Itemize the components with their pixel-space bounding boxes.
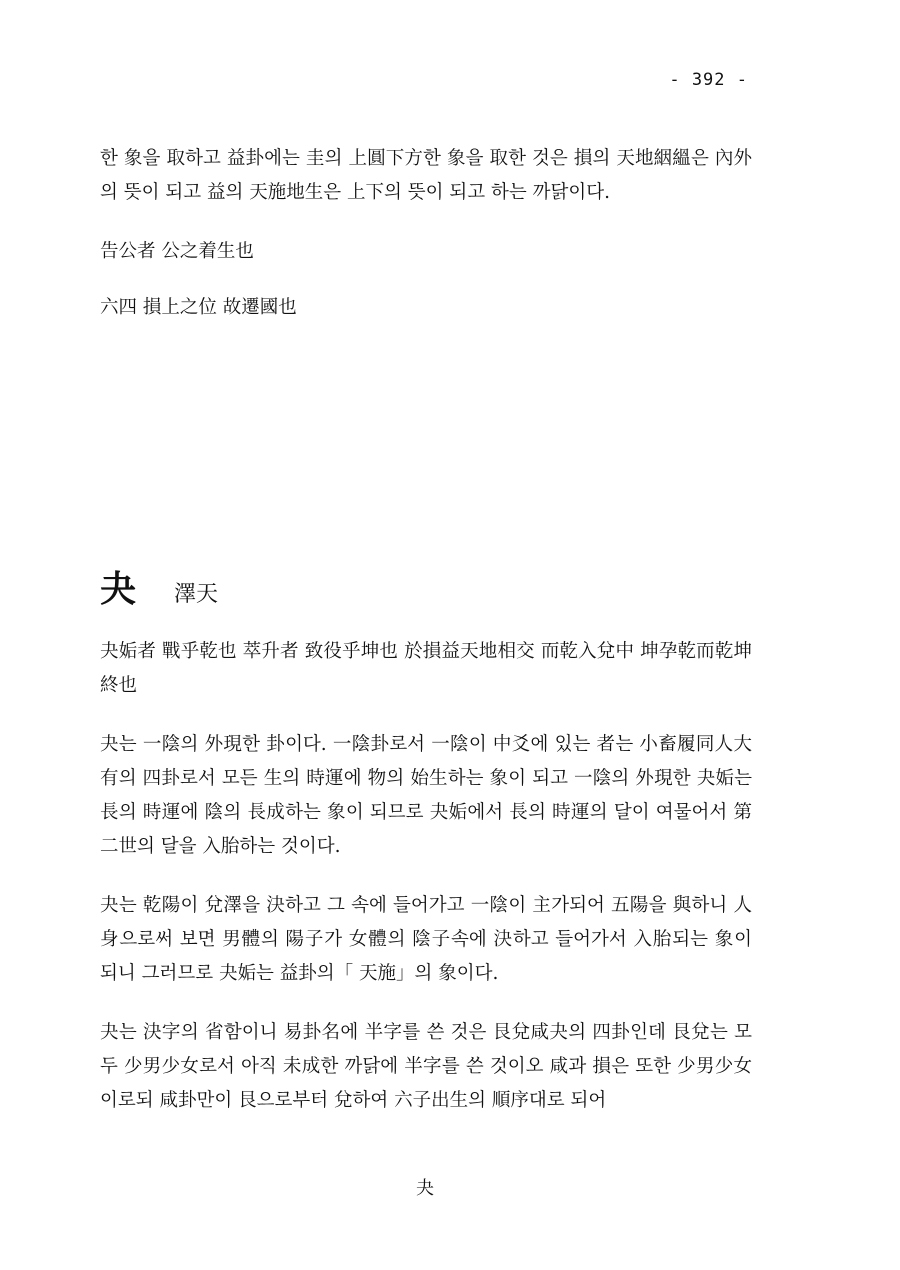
paragraph-commentary-1: 夬는 一陰의 外現한 卦이다. 一陰卦로서 一陰이 中爻에 있는 者는 小畜履同人大有의 四卦로서 모든 生의 時運에 物의 始生하는 象이 되고 一陰의 外現한 夬姤는 長의 時運에 陰의 長成하는 象이 되므로 夬姤에서 長의 時運의 달이 여물어서 第二世의 달을 入胎하는 것이다. [100,734,752,857]
paragraph-quote-gonggong: 告公者 公之着生也 [100,241,254,262]
page-body [100,142,752,1143]
paragraph-quote-liusi: 六四 損上之位 故遷國也 [100,297,297,318]
page-footer: 夬 [416,1178,434,1199]
section-title: 夬 [100,568,137,610]
paragraph-commentary-2: 夬는 乾陽이 兌澤을 決하고 그 속에 들어가고 一陰이 主가되어 五陽을 與하니 人身으로써 보면 男體의 陽子가 女體의 陰子속에 決하고 들어가서 入胎되는 象이 되니 그러므로 夬姤는 益卦의「 天施」의 象이다. [100,895,752,984]
paragraph-continuation: 한 象을 取하고 益卦에는 圭의 上圓下方한 象을 取한 것은 損의 天地絪縕은 內外의 뜻이 되고 益의 天施地生은 上下의 뜻이 되고 하는 까닭이다. [100,148,752,203]
page-number: - 392 - [669,70,748,90]
section-spacer [100,347,752,561]
section-heading [100,561,752,613]
paragraph-classical-quote: 夬姤者 戰乎乾也 萃升者 致役乎坤也 於損益天地相交 而乾入兌中 坤孕乾而乾坤終也 [100,641,752,696]
section-subtitle: 澤天 [174,582,219,607]
paragraph-commentary-3: 夬는 決字의 省함이니 易卦名에 半字를 쓴 것은 艮兌咸夬의 四卦인데 艮兌는 모두 少男少女로서 아직 未成한 까닭에 半字를 쓴 것이오 咸과 損은 또한 少男少女이로되 咸卦만이 艮으로부터 兌하여 六子出生의 順序대로 되어 [100,1022,752,1111]
